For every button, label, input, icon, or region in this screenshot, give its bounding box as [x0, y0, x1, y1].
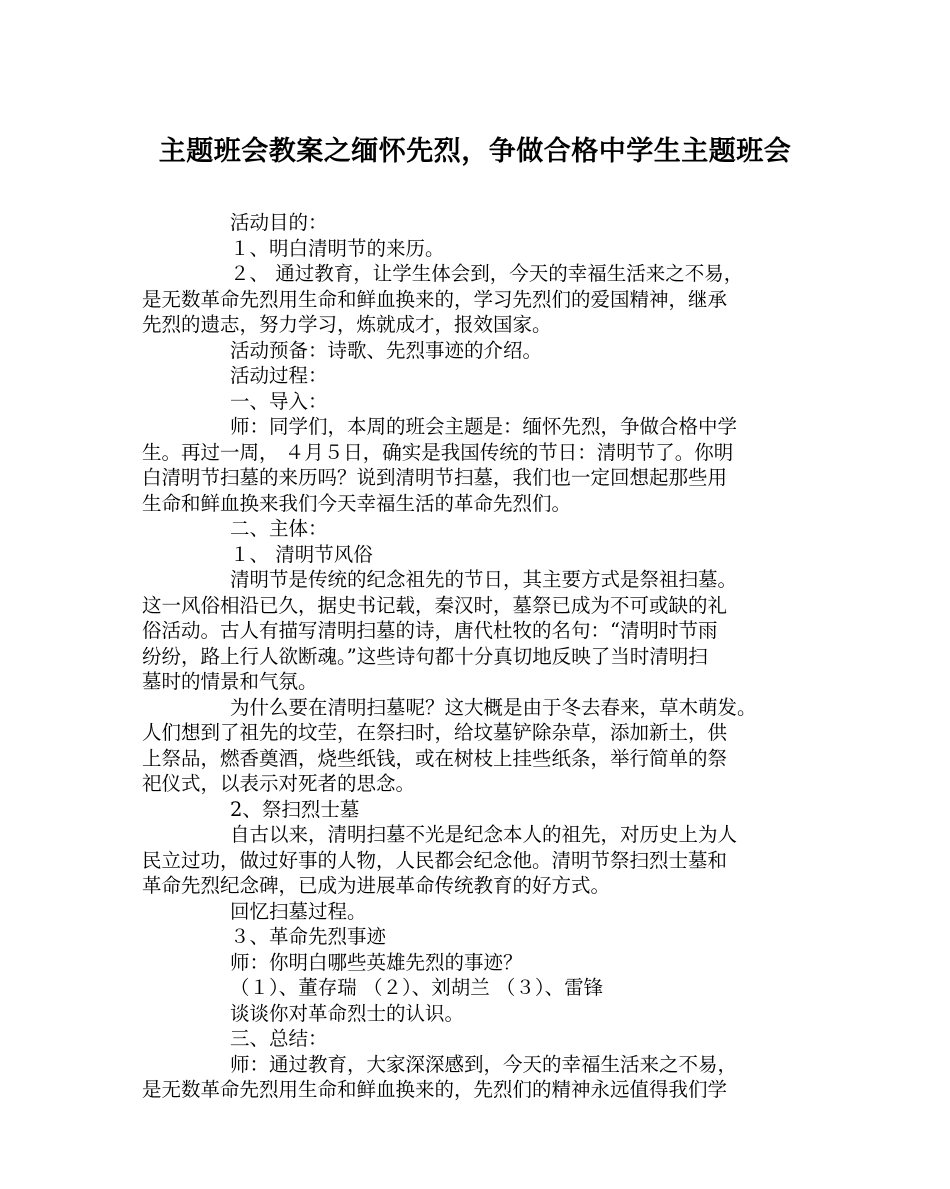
text-line: ３、革命先烈事迹 [230, 925, 387, 948]
text-line: 活动过程： [230, 364, 328, 387]
text-line: 纷纷，路上行人欲断魂。”这些诗句都十分真切地反映了当时清明扫 [142, 644, 708, 668]
text-line: ２、 通过教育，让学生体会到，今天的幸福生活来之不易， [230, 262, 744, 285]
text-line: 自古以来，清明扫墓不光是纪念本人的祖先，对历史上为人 [230, 823, 738, 846]
text-line: 二、主体： [230, 517, 328, 540]
document-title: 主题班会教案之缅怀先烈，争做合格中学生主题班会 [158, 136, 792, 167]
text-line: 民立过功，做过好事的人物，人民都会纪念他。清明节祭扫烈士墓和 [142, 848, 728, 872]
text-line: 祀仪式，以表示对死者的思念。 [142, 772, 416, 795]
text-line: 师：你明白哪些英雄先烈的事迹？ [230, 950, 523, 974]
text-line: 2、祭扫烈士墓 [230, 797, 360, 821]
text-line: 为什么要在清明扫墓呢？这大概是由于冬去春来，草木萌发。 [230, 695, 757, 719]
text-line: 生命和鲜血换来我们今天幸福生活的革命先烈们。 [142, 491, 572, 515]
text-line: １、 清明节风俗 [230, 542, 373, 566]
text-line: 先烈的遗志，努力学习，炼就成才，报效国家。 [142, 313, 552, 336]
text-line: 人们想到了祖先的坟茔，在祭扫时，给坟墓铲除杂草，添加新土，供 [142, 721, 728, 744]
text-line: 清明节是传统的纪念祖先的节日，其主要方式是祭祖扫墓。 [230, 568, 738, 591]
text-line: 这一风俗相沿已久，据史书记载，秦汉时，墓祭已成为不可或缺的礼 [142, 593, 728, 617]
text-line: 活动预备：诗歌、先烈事迹的介绍。 [230, 338, 543, 362]
text-line: 三、总结： [230, 1027, 328, 1050]
text-line: 师：同学们，本周的班会主题是：缅怀先烈，争做合格中学 [230, 415, 738, 438]
document-body [142, 210, 808, 1103]
text-line: 白清明节扫墓的来历吗？说到清明节扫墓，我们也一定回想起那些用 [142, 466, 728, 489]
text-line: 是无数革命先烈用生命和鲜血换来的，学习先烈们的爱国精神，继承 [142, 287, 728, 311]
text-line: 谈谈你对革命烈士的认识。 [230, 1001, 465, 1025]
text-line: 是无数革命先烈用生命和鲜血换来的，先烈们的精神永远值得我们学 [142, 1078, 728, 1101]
text-line: 生。再过一周， ４月５日，确实是我国传统的节日：清明节了。你明 [142, 440, 734, 464]
text-line: 墓时的情景和气氛。 [142, 670, 318, 693]
text-line: 一、导入： [230, 389, 328, 413]
text-line: １、明白清明节的来历。 [230, 236, 445, 260]
text-line: 活动目的： [230, 211, 328, 234]
text-line: 革命先烈纪念碑，已成为进展革命传统教育的好方式。 [142, 874, 611, 897]
text-line: 师：通过教育，大家深深感到，今天的幸福生活来之不易， [230, 1052, 738, 1076]
text-line: 上祭品，燃香奠酒，烧些纸钱，或在树枝上挂些纸条，举行简单的祭 [142, 746, 728, 770]
text-line: （１）、董存瑞 （２）、刘胡兰 （３）、雷锋 [230, 976, 604, 999]
text-line: 回忆扫墓过程。 [230, 899, 367, 923]
text-line: 俗活动。古人有描写清明扫墓的诗，唐代杜牧的名句：“清明时节雨 [142, 619, 718, 642]
